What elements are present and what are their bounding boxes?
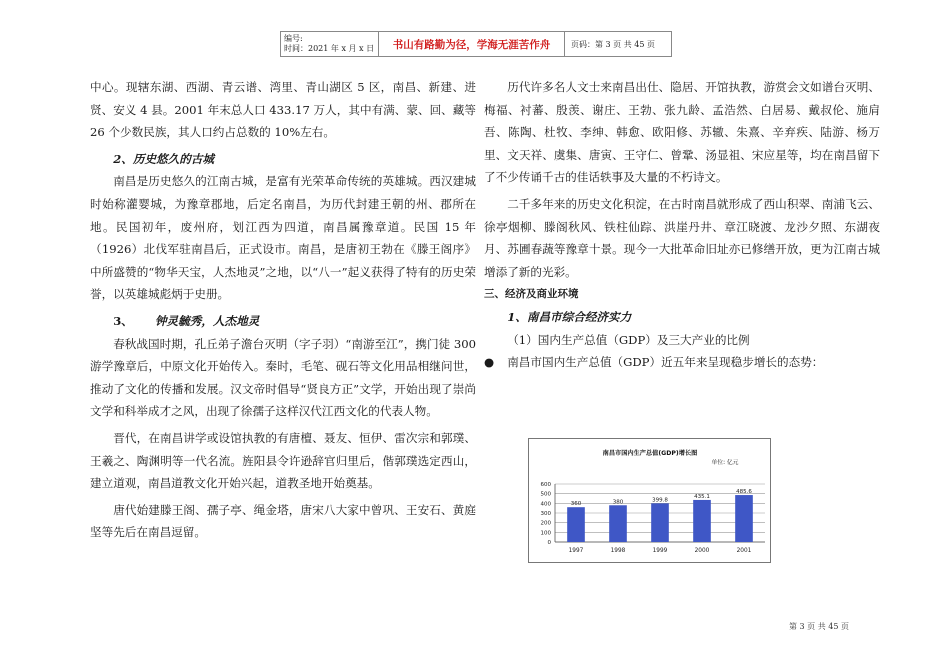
header-page-label: 页码：第 3 页 共 45 页: [571, 39, 655, 49]
bar-value-label-1999: 399.8: [652, 497, 668, 504]
page-header: [280, 31, 672, 57]
bar-1998: [609, 505, 627, 542]
bullet-gdp-growth-text: 南昌市国内生产总值（GDP）近五年来呈现稳步增长的态势：: [507, 355, 824, 370]
bullet-gdp-growth: [484, 351, 880, 374]
right-paragraph-2: 二千多年来的历史文化积淀，在古时南昌就形成了西山积翠、南浦飞云、徐亭烟柳、滕阁秋风、铁柱仙踪、洪崖丹井、章江晓渡、龙沙夕照、东湖夜月、苏圃春蔬等豫章十景。现今一大批革命旧址亦已修缮开放，更为江南古城增添了新的光彩。: [484, 196, 880, 279]
left-paragraph-2: 南昌是历史悠久的江南古城，是富有光荣革命传统的英雄城。西汉建城时始称灌婴城，为豫章郡地，后定名南昌，为历代封建王朝的州、郡所在地。民国初年，废州府，划江西为四道，南昌属豫章道。民国 15 年（1926）北伐军驻南昌后，正式设市。南昌，是唐初王勃在《滕王阁序》中所盛赞的“物华天宝，人杰地灵”之地，以“八一”起义获得了特有的历史荣誉，以英雄城彪炳于史册。: [90, 174, 476, 302]
bar-2000: [693, 500, 711, 542]
y-tick-label-4: 400: [540, 501, 551, 508]
header-code-label: 编号:: [284, 34, 303, 43]
left-paragraph-3: 春秋战国时期，孔丘弟子澹台灭明（字子羽）“南游至江”，携门徒 300 游学豫章后，中原文化开始传入。秦时，毛笔、砚石等文化用品相继问世，推动了文化的传播和发展。汉文帝时倡导“贤良方正”文学，开始出现了崇尚文学和科举成才之风，出现了徐孺子这样汉代江西文化的代表人物。: [90, 336, 476, 419]
x-tick-label-2001: 2001: [736, 548, 752, 554]
header-meta: [281, 32, 379, 56]
page-footer: 第 3 页 共 45 页: [789, 622, 849, 631]
heading-ancient-city: 2、历史悠久的古城: [113, 151, 215, 166]
heading-talents-number: 3、: [113, 313, 133, 328]
heading-talents-text: 钟灵毓秀，人杰地灵: [154, 313, 260, 328]
y-tick-label-0: 0: [547, 540, 551, 546]
chart-title: 南昌市国内生产总值(GDP)增长图: [602, 450, 698, 457]
header-time-label: 时间：2021 年 x 月 x 日: [284, 44, 375, 53]
x-tick-label-2000: 2000: [694, 548, 710, 554]
heading-talents: [90, 310, 476, 333]
bar-2001: [735, 495, 753, 542]
item-gdp-ratio: （1）国内生产总值（GDP）及三大产业的比例: [507, 332, 750, 347]
bar-1999: [651, 503, 669, 542]
bar-1997: [567, 507, 585, 542]
bar-value-label-1997: 360: [570, 501, 582, 508]
right-column: [484, 76, 880, 374]
header-motto: 书山有路勤为径，学海无涯苦作舟: [379, 32, 565, 56]
bar-value-label-2001: 485.6: [736, 489, 752, 496]
chart-unit: 单位: 亿元: [711, 460, 739, 466]
right-paragraph-1: 历代许多名人文士来南昌出仕、隐居、开馆执教，游赏会文如谱台灭明、梅福、衬蕃、殷羡、谢庄、王勃、张九龄、孟浩然、白居易、戴叔伦、施肩吾、陈陶、杜牧、李绅、韩愈、欧阳修、苏辙、朱熹、辛弃疾、陆游、杨万里、文天祥、虞集、唐寅、王守仁、曾鞏、汤显祖、宋应星等，均在南昌留下了不少传诵千古的佳话轶事及大量的不朽诗文。: [484, 80, 880, 185]
gdp-chart: [528, 438, 771, 563]
left-paragraph-1: 中心。现辖东湖、西湖、青云谱、湾里、青山湖区 5 区，南昌、新建、进贤、安义 4 县。2001 年末总人口 433.17 万人，其中有满、蒙、回、藏等 26 个少数民族，其人口约占总数的 10%左右。: [90, 80, 476, 140]
y-tick-label-5: 500: [540, 491, 551, 498]
y-tick-label-3: 300: [540, 511, 551, 517]
y-tick-label-6: 600: [540, 482, 551, 488]
heading-economic-strength: 1、南昌市综合经济实力: [507, 309, 632, 324]
bullet-icon: ●: [484, 355, 495, 370]
left-column: [90, 76, 476, 544]
y-tick-label-1: 100: [540, 530, 551, 537]
x-tick-label-1998: 1998: [610, 548, 626, 554]
left-paragraph-4: 晋代，在南昌讲学或设馆执教的有唐檀、聂友、恒伊、雷次宗和郭璞、王羲之、陶渊明等一代名流。旌阳县令许逊辞官归里后，偕郭璞选定西山，建立道观，南昌道教文化开始兴起，道教圣地开始奠基。: [90, 430, 476, 491]
bar-value-label-1998: 380: [612, 499, 624, 506]
gdp-chart-svg: [529, 439, 772, 564]
x-tick-label-1997: 1997: [568, 548, 584, 554]
left-paragraph-5: 唐代始建滕王阁、孺子亭、绳金塔，唐宋八大家中曾巩、王安石、黄庭坚等先后在南昌逗留。: [90, 502, 476, 540]
bar-value-label-2000: 435.1: [694, 493, 710, 500]
x-tick-label-1999: 1999: [652, 548, 668, 554]
y-tick-label-2: 200: [540, 520, 551, 527]
section-heading-economy: 三、经济及商业环境: [484, 288, 579, 301]
